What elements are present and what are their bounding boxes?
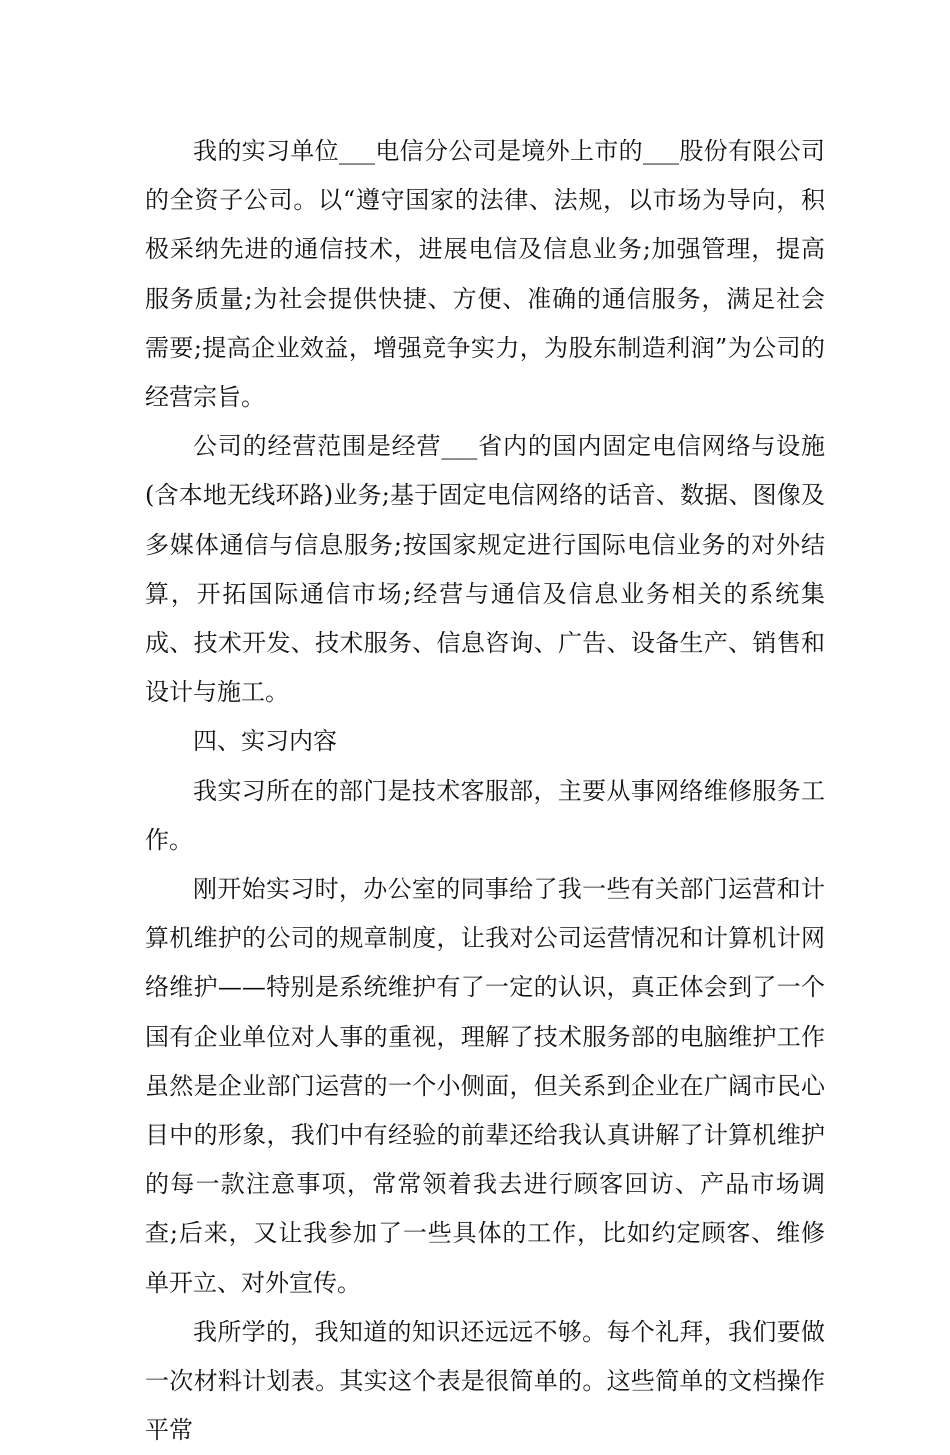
- paragraph-company-intro: 我的实习单位___电信分公司是境外上市的___股份有限公司的全资子公司。以“遵守国家的法律、法规，以市场为导向，积极采纳先进的通信技术，进展电信及信息业务;加强管理，提高服务质量;为社会提供快捷、方便、准确的通信服务，满足社会需要;提高企业效益，增强竞争实力，为股东制造利润”为公司的经营宗旨。: [145, 137, 825, 412]
- paragraph-initial-internship: 刚开始实习时，办公室的同事给了我一些有关部门运营和计算机维护的公司的规章制度，让我对公司运营情况和计算机计网络维护——特别是系统维护有了一定的认识，真正体会到了一个国有企业单位对人事的重视，理解了技术服务部的电脑维护工作虽然是企业部门运营的一个小侧面，但关系到企业在广阔市民心目中的形象，我们中有经验的前辈还给我认真讲解了计算机维护的每一款注意事项，常常领着我去进行顾客回访、产品市场调查;后来，又让我参加了一些具体的工作，比如约定顾客、维修单开立、对外宣传。: [145, 875, 825, 1297]
- section-heading-internship-content: 四、实习内容: [193, 727, 337, 756]
- paragraph-department: 我实习所在的部门是技术客服部，主要从事网络维修服务工作。: [145, 776, 825, 854]
- document-body: [145, 127, 825, 1455]
- paragraph-learning: 我所学的，我知道的知识还远远不够。每个礼拜，我们要做一次材料计划表。其实这个表是很简单的。这些简单的文档操作平常: [145, 1317, 825, 1445]
- paragraph-business-scope: 公司的经营范围是经营___省内的国内固定电信网络与设施(含本地无线环路)业务;基于固定电信网络的话音、数据、图像及多媒体通信与信息服务;按国家规定进行国际电信业务的对外结算，开拓国际通信市场;经营与通信及信息业务相关的系统集成、技术开发、技术服务、信息咨询、广告、设备生产、销售和设计与施工。: [145, 432, 825, 707]
